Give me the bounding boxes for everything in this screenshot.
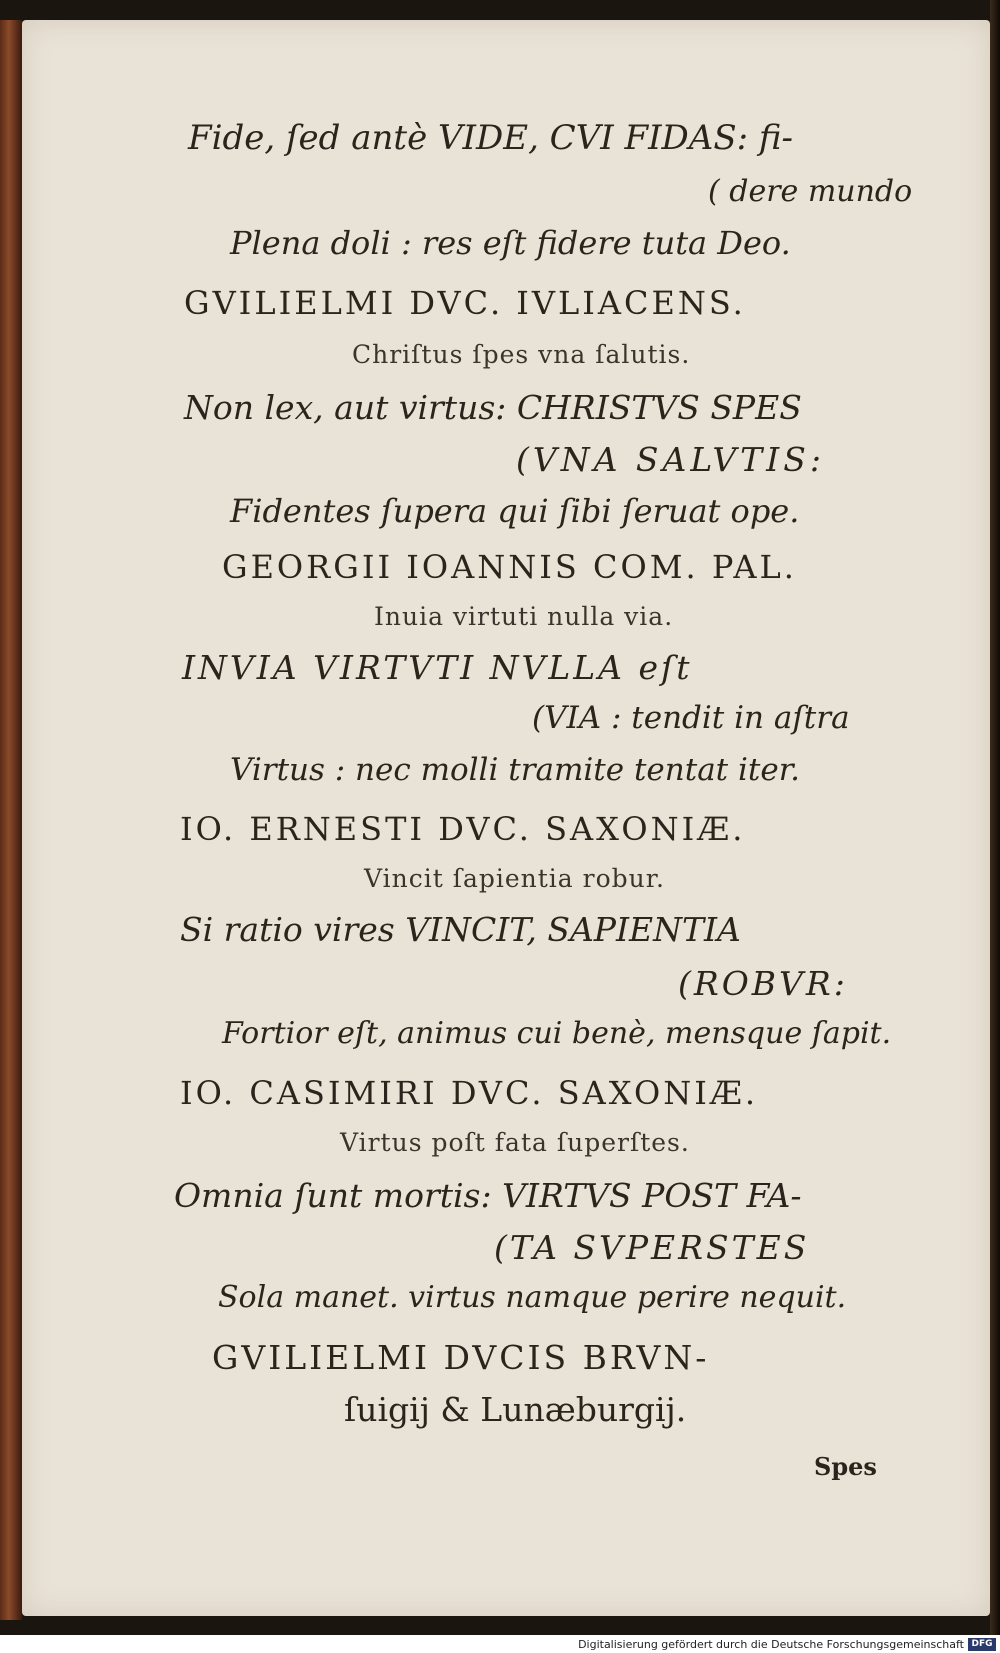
verse-line: (TA SVPERSTES: [494, 1228, 810, 1267]
verse-line: Plena doli : res eſt fidere tuta Deo.: [230, 224, 791, 262]
verse-line: (ROBVR:: [678, 964, 848, 1003]
page-edge: [990, 0, 1000, 1653]
motto-line: Inuia virtuti nulla via.: [374, 602, 674, 631]
section-heading: GVILIELMI DVC. IVLIACENS.: [184, 284, 746, 322]
verse-line: Omnia ſunt mortis: VIRTVS POST FA-: [174, 1176, 802, 1215]
verse-line: (VIA : tendit in aſtra: [532, 700, 850, 736]
section-heading: GVILIELMI DVCIS BRVN-: [212, 1338, 710, 1377]
verse-line: Fide, ſed antè VIDE, CVI FIDAS: fi-: [188, 118, 794, 158]
verse-line: Non lex, aut virtus: CHRISTVS SPES: [184, 388, 802, 427]
motto-line: Chriſtus ſpes vna ſalutis.: [352, 340, 691, 369]
verse-line: INVIA VIRTVTI NVLLA eſt: [182, 648, 693, 687]
verse-line: Sola manet. virtus namque perire nequit.: [218, 1280, 847, 1315]
motto-line: Virtus poſt fata ſuperſtes.: [340, 1128, 690, 1157]
book-spine: [0, 20, 22, 1620]
verse-line: ( dere mundo: [708, 174, 913, 209]
verse-line: (VNA SALVTIS:: [516, 440, 825, 479]
section-heading-continuation: ſuigij & Lunæburgij.: [344, 1390, 687, 1429]
section-heading: IO. ERNESTI DVC. SAXONIÆ.: [180, 810, 746, 848]
catchword: Spes: [814, 1452, 877, 1481]
section-heading: GEORGII IOANNIS COM. PAL.: [222, 548, 797, 586]
verse-line: Fidentes ſupera qui ſibi ſeruat ope.: [230, 492, 800, 530]
dfg-logo: DFG: [968, 1638, 996, 1651]
verse-line: Virtus : nec molli tramite tentat iter.: [230, 752, 800, 788]
section-heading: IO. CASIMIRI DVC. SAXONIÆ.: [180, 1074, 759, 1112]
book-page: [22, 20, 990, 1616]
verse-line: Fortior eſt, animus cui benè, mensque ſapit.: [222, 1016, 892, 1051]
verse-line: Si ratio vires VINCIT, SAPIENTIA: [180, 910, 741, 949]
motto-line: Vincit ſapientia robur.: [364, 864, 665, 893]
footer-credit: Digitalisierung gefördert durch die Deutsche Forschungsgemeinschaft: [578, 1638, 964, 1651]
footer-bar: [0, 1635, 1000, 1653]
